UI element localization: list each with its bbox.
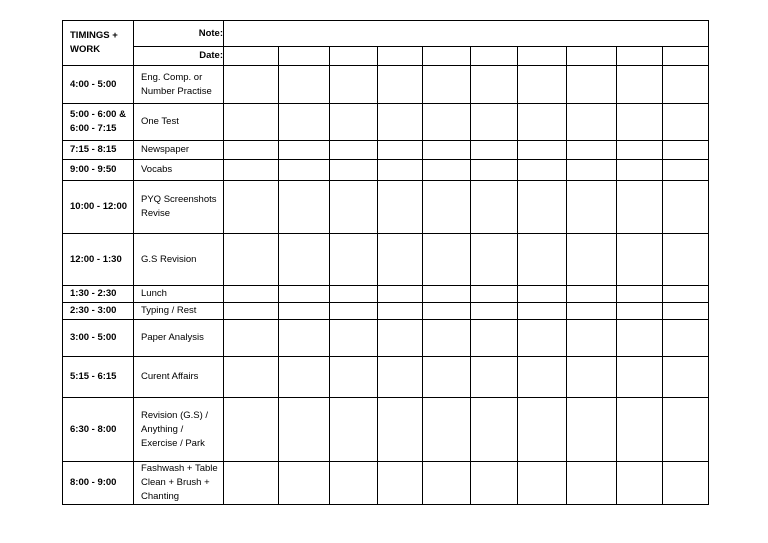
day-cell[interactable] [471,303,518,320]
day-cell[interactable] [224,181,279,234]
day-cell[interactable] [617,398,663,462]
day-cell[interactable] [617,462,663,505]
time-cell [63,398,134,462]
day-cell[interactable] [378,141,423,160]
day-cell[interactable] [378,303,423,320]
work-label: Vocabs [141,164,173,175]
day-cell[interactable] [471,66,518,104]
day-cell[interactable] [567,320,617,357]
day-cell[interactable] [330,357,378,398]
day-cell[interactable] [224,141,279,160]
date-cell[interactable] [279,47,330,66]
day-cell[interactable] [378,357,423,398]
date-cell[interactable] [423,47,471,66]
day-cell[interactable] [567,160,617,181]
day-cell[interactable] [518,234,567,286]
time-label: 12:00 - 1:30 [70,253,122,265]
time-cell [63,104,134,141]
work-label: Newspaper [141,144,190,155]
day-cell[interactable] [663,141,709,160]
day-cell[interactable] [423,357,471,398]
date-label-cell [134,47,224,66]
day-cell[interactable] [663,66,709,104]
day-cell[interactable] [617,320,663,357]
day-cell[interactable] [663,234,709,286]
note-field[interactable] [224,21,709,47]
work-cell [134,357,224,398]
time-label: 8:00 - 9:00 [70,477,117,488]
day-cell[interactable] [378,160,423,181]
header-row-note [63,21,709,47]
date-cell[interactable] [330,47,378,66]
day-cell[interactable] [423,303,471,320]
day-cell[interactable] [378,462,423,505]
date-label: Date: [199,50,223,61]
schedule-row [63,141,709,160]
day-cell[interactable] [330,181,378,234]
work-cell [134,181,224,234]
day-cell[interactable] [423,320,471,357]
time-label: 7:15 - 8:15 [70,144,117,155]
day-cell[interactable] [224,66,279,104]
day-cell[interactable] [567,462,617,505]
day-cell[interactable] [617,286,663,303]
work-label: PYQ Screenshots Revise [141,194,217,219]
day-cell[interactable] [617,357,663,398]
day-cell[interactable] [617,181,663,234]
schedule-row [63,181,709,234]
schedule-row [63,66,709,104]
day-cell[interactable] [330,462,378,505]
day-cell[interactable] [279,398,330,462]
date-cell[interactable] [471,47,518,66]
day-cell[interactable] [330,303,378,320]
day-cell[interactable] [279,104,330,141]
time-cell [63,66,134,104]
day-cell[interactable] [378,181,423,234]
time-label: 2:30 - 3:00 [70,305,117,316]
day-cell[interactable] [423,398,471,462]
work-cell [134,160,224,181]
time-cell [63,303,134,320]
day-cell[interactable] [567,234,617,286]
day-cell[interactable] [423,286,471,303]
work-label: Revision (G.S) / Anything / Exercise / Park [141,409,209,449]
day-cell[interactable] [378,320,423,357]
day-cell[interactable] [518,357,567,398]
header-row-date [63,47,709,66]
day-cell[interactable] [279,141,330,160]
day-cell[interactable] [330,234,378,286]
work-cell [134,286,224,303]
date-cell[interactable] [518,47,567,66]
time-label: 6:30 - 8:00 [70,423,117,435]
schedule-row [63,104,709,141]
day-cell[interactable] [423,462,471,505]
schedule-row [63,286,709,303]
work-cell [134,303,224,320]
day-cell[interactable] [567,398,617,462]
note-label-cell [134,21,224,47]
work-label: One Test [141,116,179,127]
day-cell[interactable] [663,303,709,320]
day-cell[interactable] [224,357,279,398]
day-cell[interactable] [279,160,330,181]
schedule-row [63,234,709,286]
day-cell[interactable] [663,462,709,505]
day-cell[interactable] [330,286,378,303]
day-cell[interactable] [224,303,279,320]
schedule-row [63,357,709,398]
day-cell[interactable] [617,160,663,181]
date-cell[interactable] [663,47,709,66]
date-cell[interactable] [617,47,663,66]
work-label: G.S Revision [141,253,197,265]
day-cell[interactable] [471,357,518,398]
day-cell[interactable] [663,320,709,357]
day-cell[interactable] [518,160,567,181]
day-cell[interactable] [471,160,518,181]
timings-work-label: TIMINGS + WORK [70,30,118,55]
day-cell[interactable] [471,234,518,286]
day-cell[interactable] [471,286,518,303]
time-label: 4:00 - 5:00 [70,78,117,90]
date-cell[interactable] [378,47,423,66]
time-cell [63,286,134,303]
time-label: 9:00 - 9:50 [70,164,117,175]
day-cell[interactable] [518,141,567,160]
day-cell[interactable] [617,141,663,160]
day-cell[interactable] [471,104,518,141]
day-cell[interactable] [423,141,471,160]
timings-work-header [63,21,134,66]
day-cell[interactable] [518,398,567,462]
note-label: Note: [198,27,223,39]
day-cell[interactable] [378,66,423,104]
work-cell [134,141,224,160]
day-cell[interactable] [224,234,279,286]
schedule-row [63,160,709,181]
day-cell[interactable] [518,66,567,104]
day-cell[interactable] [567,104,617,141]
day-cell[interactable] [567,357,617,398]
day-cell[interactable] [518,286,567,303]
day-cell[interactable] [423,66,471,104]
day-cell[interactable] [567,66,617,104]
day-cell[interactable] [518,320,567,357]
day-cell[interactable] [224,398,279,462]
work-label: Eng. Comp. or Number Practise [141,71,212,97]
time-label: 5:00 - 6:00 & 6:00 - 7:15 [70,109,126,134]
time-cell [63,160,134,181]
day-cell[interactable] [567,286,617,303]
day-cell[interactable] [663,286,709,303]
day-cell[interactable] [567,303,617,320]
time-label: 10:00 - 12:00 [70,201,128,212]
day-cell[interactable] [617,234,663,286]
day-cell[interactable] [279,181,330,234]
day-cell[interactable] [330,141,378,160]
day-cell[interactable] [279,66,330,104]
day-cell[interactable] [663,357,709,398]
day-cell[interactable] [423,160,471,181]
day-cell[interactable] [378,234,423,286]
work-label: Curent Affairs [141,371,199,382]
time-cell [63,141,134,160]
day-cell[interactable] [224,462,279,505]
day-cell[interactable] [279,462,330,505]
work-cell [134,104,224,141]
day-cell[interactable] [471,462,518,505]
schedule-row [63,462,709,505]
day-cell[interactable] [518,462,567,505]
day-cell[interactable] [471,181,518,234]
day-cell[interactable] [279,357,330,398]
time-cell [63,357,134,398]
day-cell[interactable] [663,160,709,181]
day-cell[interactable] [471,320,518,357]
time-cell [63,234,134,286]
day-cell[interactable] [378,104,423,141]
day-cell[interactable] [518,104,567,141]
schedule-row [63,398,709,462]
time-label: 3:00 - 5:00 [70,332,117,343]
schedule-row [63,320,709,357]
day-cell[interactable] [224,104,279,141]
work-cell [134,66,224,104]
day-cell[interactable] [617,104,663,141]
time-cell [63,181,134,234]
day-cell[interactable] [279,303,330,320]
day-cell[interactable] [330,398,378,462]
day-cell[interactable] [279,320,330,357]
work-label: Paper Analysis [141,332,204,343]
day-cell[interactable] [224,286,279,303]
day-cell[interactable] [617,66,663,104]
day-cell[interactable] [279,286,330,303]
day-cell[interactable] [279,234,330,286]
schedule-row [63,303,709,320]
work-cell [134,462,224,505]
date-cell[interactable] [224,47,279,66]
work-label: Fashwash + Table Clean + Brush + Chanting [141,463,218,502]
day-cell[interactable] [567,181,617,234]
day-cell[interactable] [330,160,378,181]
work-label: Typing / Rest [141,305,197,316]
day-cell[interactable] [423,104,471,141]
day-cell[interactable] [663,181,709,234]
day-cell[interactable] [423,234,471,286]
day-cell[interactable] [518,181,567,234]
day-cell[interactable] [471,141,518,160]
day-cell[interactable] [518,303,567,320]
day-cell[interactable] [224,160,279,181]
date-cell[interactable] [567,47,617,66]
day-cell[interactable] [378,286,423,303]
work-cell [134,320,224,357]
day-cell[interactable] [378,398,423,462]
day-cell[interactable] [330,66,378,104]
time-cell [63,462,134,505]
day-cell[interactable] [423,181,471,234]
day-cell[interactable] [663,104,709,141]
day-cell[interactable] [663,398,709,462]
day-cell[interactable] [330,104,378,141]
day-cell[interactable] [224,320,279,357]
work-cell [134,234,224,286]
time-label: 1:30 - 2:30 [70,288,117,299]
schedule-table [62,20,709,505]
day-cell[interactable] [471,398,518,462]
time-label: 5:15 - 6:15 [70,371,117,382]
day-cell[interactable] [617,303,663,320]
work-label: Lunch [141,288,167,299]
day-cell[interactable] [330,320,378,357]
work-cell [134,398,224,462]
day-cell[interactable] [567,141,617,160]
time-cell [63,320,134,357]
